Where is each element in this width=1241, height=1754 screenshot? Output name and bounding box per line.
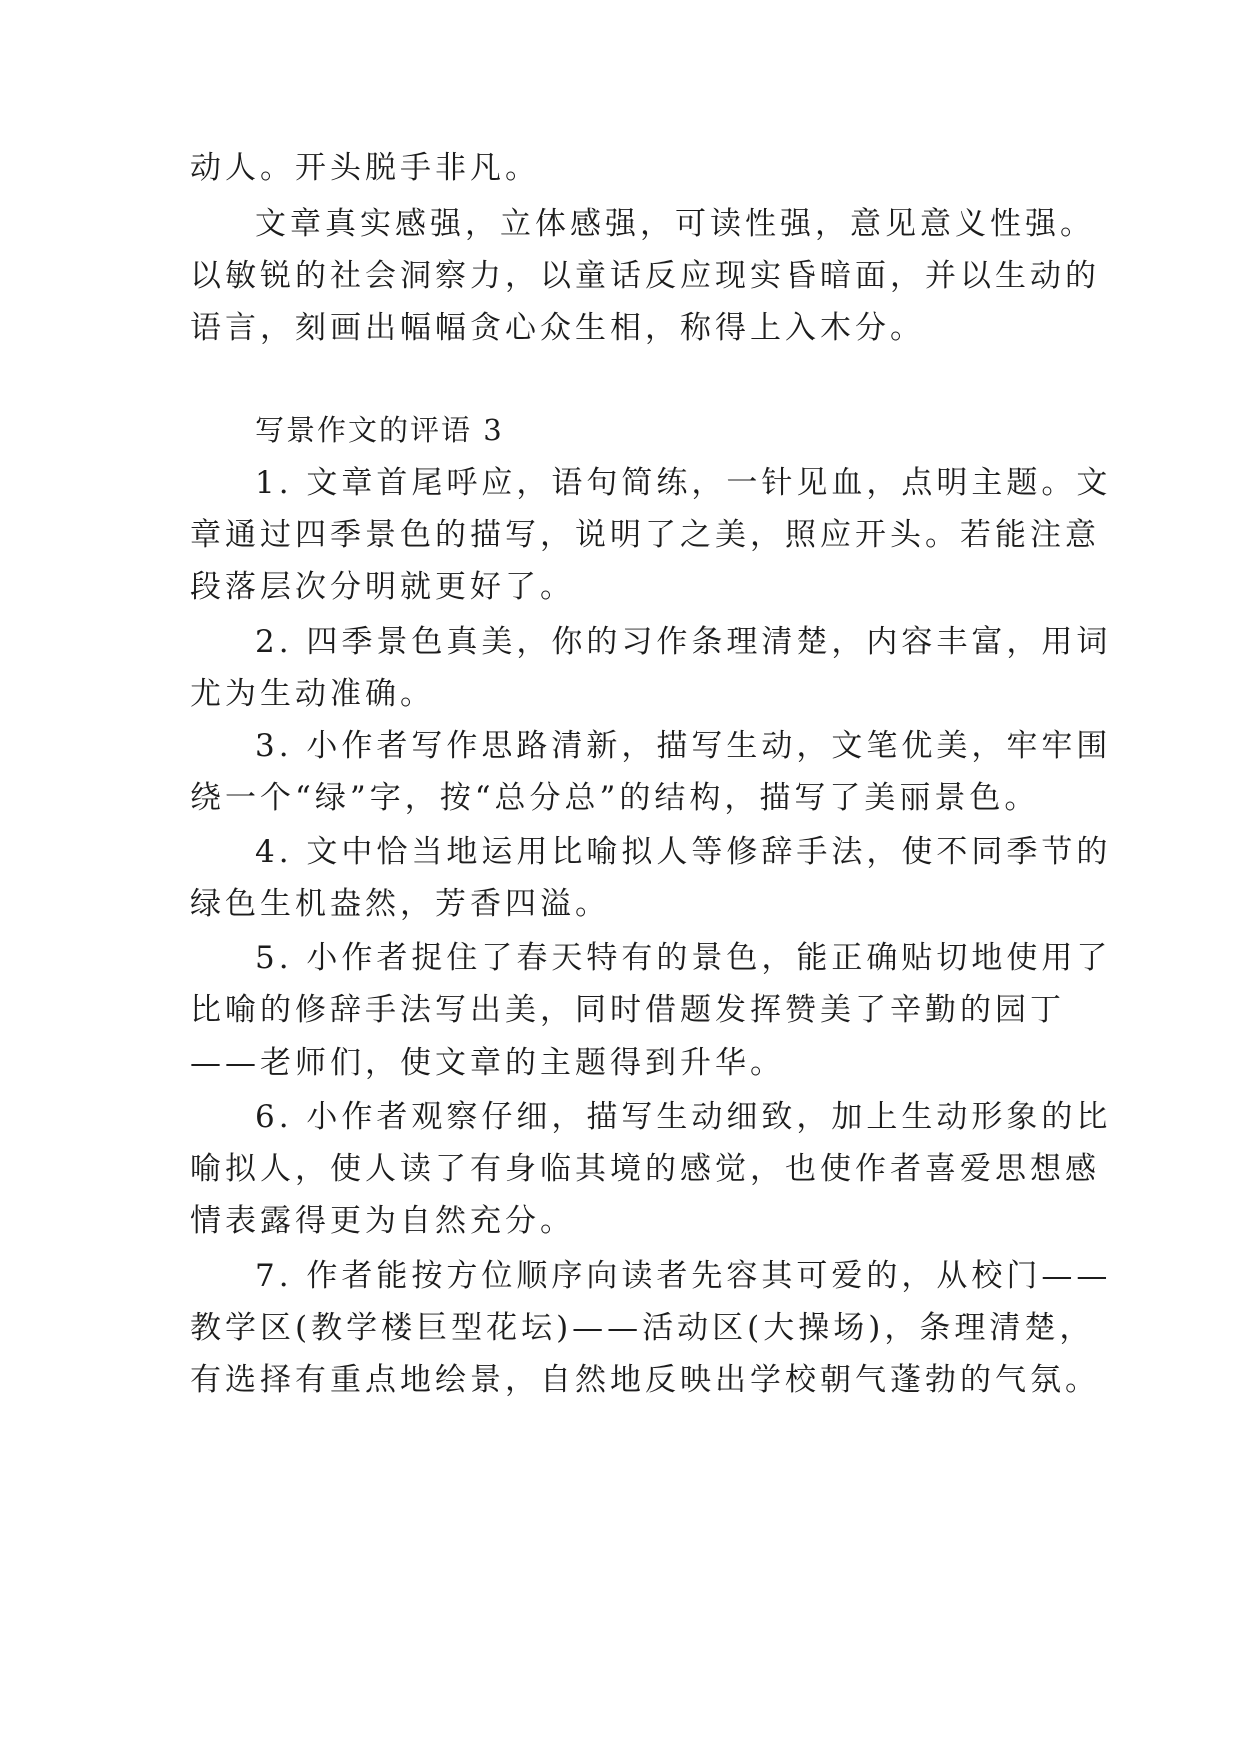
- list-item-line: 尤为生动准确。: [190, 676, 435, 712]
- list-item-line: 有选择有重点地绘景，自然地反映出学校朝气蓬勃的气氛。: [190, 1362, 1100, 1398]
- list-item-line: 喻拟人，使人读了有身临其境的感觉，也使作者喜爱思想感: [190, 1151, 1100, 1187]
- section-heading: 写景作文的评语 3: [255, 413, 504, 447]
- paragraph-line: 文章真实感强，立体感强，可读性强，意见意义性强。: [255, 206, 1095, 242]
- list-item-line: 6. 小作者观察仔细，描写生动细致，加上生动形象的比: [255, 1099, 1112, 1135]
- list-item-line: 教学区(教学楼巨型花坛)——活动区(大操场)，条理清楚，: [190, 1310, 1095, 1346]
- list-item-line: 章通过四季景色的描写，说明了之美，照应开头。若能注意: [190, 517, 1100, 553]
- list-item-line: 5. 小作者捉住了春天特有的景色，能正确贴切地使用了: [255, 940, 1112, 976]
- paragraph-line: 语言，刻画出幅幅贪心众生相，称得上入木分。: [190, 310, 925, 346]
- list-item-line: 情表露得更为自然充分。: [190, 1203, 575, 1239]
- paragraph-line: 动人。开头脱手非凡。: [190, 150, 540, 186]
- list-item-line: 7. 作者能按方位顺序向读者先容其可爱的，从校门——: [255, 1258, 1112, 1294]
- paragraph-line: 以敏锐的社会洞察力，以童话反应现实昏暗面，并以生动的: [190, 258, 1100, 294]
- list-item-line: 3. 小作者写作思路清新，描写生动，文笔优美，牢牢围: [255, 728, 1112, 764]
- list-item-line: 绿色生机盎然，芳香四溢。: [190, 886, 610, 922]
- list-item-line: 1. 文章首尾呼应，语句简练，一针见血，点明主题。文: [255, 465, 1112, 501]
- list-item-line: 段落层次分明就更好了。: [190, 569, 575, 605]
- list-item-line: 2. 四季景色真美，你的习作条理清楚，内容丰富，用词: [255, 624, 1112, 660]
- list-item-line: 绕一个“绿”字，按“总分总”的结构，描写了美丽景色。: [190, 780, 1040, 816]
- list-item-line: ——老师们，使文章的主题得到升华。: [190, 1045, 785, 1081]
- list-item-line: 4. 文中恰当地运用比喻拟人等修辞手法，使不同季节的: [255, 834, 1112, 870]
- list-item-line: 比喻的修辞手法写出美，同时借题发挥赞美了辛勤的园丁: [190, 992, 1065, 1028]
